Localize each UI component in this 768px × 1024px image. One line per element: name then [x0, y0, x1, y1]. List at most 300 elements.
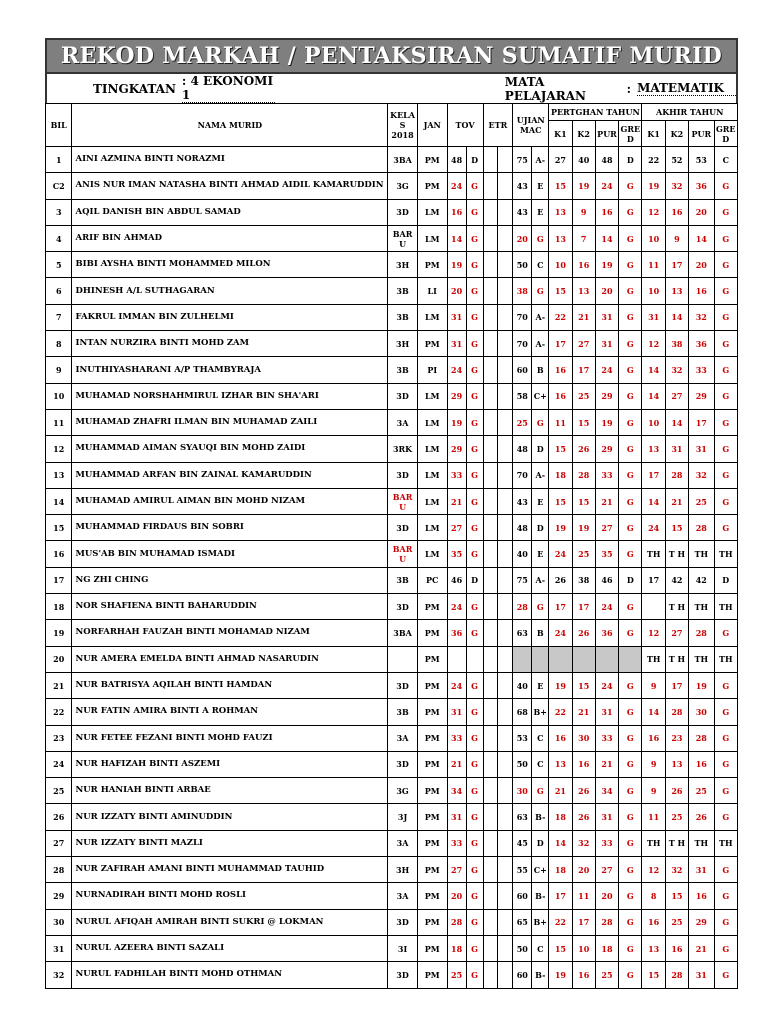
cell-etr-1: [483, 567, 498, 593]
cell-a-k2: 16: [665, 199, 688, 225]
cell-kelas: 3BA: [388, 620, 418, 646]
cell-tov: 35: [447, 541, 466, 567]
cell-tov-grade: G: [466, 672, 483, 698]
cell-a-pur: 31: [689, 436, 714, 462]
cell-etr-1: [483, 199, 498, 225]
table-row: [46, 804, 738, 830]
cell-a-k1: 24: [642, 515, 665, 541]
table-row: [46, 304, 738, 330]
cell-p-k1: 18: [549, 462, 572, 488]
cell-a-pur: TH: [689, 830, 714, 856]
cell-a-k1: 10: [642, 225, 665, 251]
cell-tov-grade: G: [466, 488, 483, 514]
cell-ujian: 43: [513, 488, 532, 514]
cell-tov: 27: [447, 857, 466, 883]
cell-etr-2: [498, 883, 513, 909]
cell-a-gred: G: [714, 515, 738, 541]
cell-p-pur: 14: [595, 225, 618, 251]
cell-tov-grade: G: [466, 331, 483, 357]
cell-a-pur: TH: [689, 646, 714, 672]
cell-p-gred: D: [619, 567, 642, 593]
table-row: [46, 462, 738, 488]
cell-ujian-grade: A-: [532, 331, 549, 357]
cell-p-pur: 46: [595, 567, 618, 593]
cell-a-k2: 17: [665, 672, 688, 698]
cell-p-k1: 10: [549, 252, 572, 278]
header-p-pur: PUR: [595, 121, 618, 147]
cell-etr-1: [483, 278, 498, 304]
cell-tov-grade: G: [466, 436, 483, 462]
cell-a-gred: G: [714, 383, 738, 409]
cell-a-k1: [642, 594, 665, 620]
cell-p-gred: G: [619, 515, 642, 541]
cell-p-k1: 22: [549, 699, 572, 725]
cell-a-k1: 9: [642, 672, 665, 698]
cell-p-k2: 27: [572, 331, 595, 357]
cell-p-pur: 27: [595, 857, 618, 883]
cell-jan: LM: [417, 304, 447, 330]
cell-bil: 12: [46, 436, 72, 462]
cell-a-k2: 25: [665, 909, 688, 935]
cell-bil: 5: [46, 252, 72, 278]
cell-tov: [447, 646, 466, 672]
header-etr: ETR: [483, 104, 513, 147]
cell-ujian-grade: C: [532, 252, 549, 278]
mata-pelajaran-sep: :: [626, 81, 632, 96]
cell-a-k1: 11: [642, 804, 665, 830]
cell-tov: 24: [447, 357, 466, 383]
cell-p-k1: 19: [549, 672, 572, 698]
cell-kelas: 3B: [388, 304, 418, 330]
cell-tov: 16: [447, 199, 466, 225]
table-row: [46, 278, 738, 304]
cell-a-gred: G: [714, 357, 738, 383]
cell-p-k2: 20: [572, 857, 595, 883]
cell-p-gred: G: [619, 278, 642, 304]
table-row: [46, 252, 738, 278]
cell-nama: NG ZHI CHING: [72, 567, 388, 593]
tingkatan-label: TINGKATAN: [93, 81, 176, 96]
cell-ujian-grade: G: [532, 225, 549, 251]
cell-nama: NURUL AZEERA BINTI SAZALI: [72, 935, 388, 961]
cell-etr-2: [498, 672, 513, 698]
cell-nama: INUTHIYASHARANI A/P THAMBYRAJA: [72, 357, 388, 383]
cell-tov: 31: [447, 804, 466, 830]
cell-etr-2: [498, 962, 513, 988]
cell-p-k2: 19: [572, 515, 595, 541]
cell-tov: 14: [447, 225, 466, 251]
cell-etr-1: [483, 515, 498, 541]
cell-p-pur: 31: [595, 331, 618, 357]
cell-jan: PM: [417, 883, 447, 909]
cell-tov: 31: [447, 304, 466, 330]
cell-p-k2: 17: [572, 357, 595, 383]
cell-ujian-grade: C+: [532, 383, 549, 409]
cell-p-gred: G: [619, 488, 642, 514]
cell-p-pur: 21: [595, 488, 618, 514]
cell-a-k1: 9: [642, 778, 665, 804]
cell-a-k1: 11: [642, 252, 665, 278]
cell-bil: 19: [46, 620, 72, 646]
cell-etr-2: [498, 436, 513, 462]
cell-ujian-grade: D: [532, 830, 549, 856]
cell-tov: 29: [447, 436, 466, 462]
cell-a-gred: D: [714, 567, 738, 593]
header-bil: BIL: [46, 104, 72, 147]
cell-p-pur: 24: [595, 672, 618, 698]
cell-tov: 21: [447, 751, 466, 777]
cell-nama: MUS'AB BIN MUHAMAD ISMADI: [72, 541, 388, 567]
cell-p-k2: [572, 646, 595, 672]
cell-a-k2: 25: [665, 804, 688, 830]
cell-tov: 20: [447, 278, 466, 304]
mata-pelajaran-value: MATEMATIK: [637, 81, 736, 96]
cell-ujian-grade: E: [532, 672, 549, 698]
cell-p-k1: 14: [549, 830, 572, 856]
cell-tov: 19: [447, 409, 466, 435]
cell-tov: 18: [447, 935, 466, 961]
cell-p-k1: 13: [549, 199, 572, 225]
cell-p-pur: 48: [595, 147, 618, 173]
cell-etr-1: [483, 147, 498, 173]
cell-p-k1: 13: [549, 225, 572, 251]
cell-jan: PM: [417, 935, 447, 961]
cell-tov: 46: [447, 567, 466, 593]
cell-ujian-grade: B+: [532, 699, 549, 725]
cell-a-pur: 16: [689, 751, 714, 777]
cell-kelas: 3D: [388, 672, 418, 698]
header-a-gred: GRE D: [714, 121, 738, 147]
cell-p-k2: 26: [572, 436, 595, 462]
cell-p-k1: 22: [549, 304, 572, 330]
cell-p-gred: G: [619, 804, 642, 830]
cell-nama: NURUL AFIQAH AMIRAH BINTI SUKRI @ LOKMAN: [72, 909, 388, 935]
cell-p-pur: 20: [595, 278, 618, 304]
cell-etr-1: [483, 962, 498, 988]
cell-p-pur: 36: [595, 620, 618, 646]
cell-etr-2: [498, 857, 513, 883]
cell-tov-grade: G: [466, 857, 483, 883]
cell-p-k1: 18: [549, 804, 572, 830]
cell-p-k2: 26: [572, 778, 595, 804]
cell-ujian: 43: [513, 199, 532, 225]
cell-p-gred: G: [619, 173, 642, 199]
cell-kelas: 3B: [388, 567, 418, 593]
cell-a-k2: 38: [665, 331, 688, 357]
cell-kelas: 3A: [388, 409, 418, 435]
cell-a-pur: 28: [689, 515, 714, 541]
cell-bil: 14: [46, 488, 72, 514]
cell-tov: 24: [447, 173, 466, 199]
cell-jan: PC: [417, 567, 447, 593]
cell-bil: 13: [46, 462, 72, 488]
cell-etr-1: [483, 778, 498, 804]
cell-jan: LM: [417, 383, 447, 409]
cell-a-k2: 42: [665, 567, 688, 593]
cell-jan: PM: [417, 857, 447, 883]
cell-tov: 31: [447, 699, 466, 725]
cell-p-pur: 24: [595, 357, 618, 383]
table-body: [46, 147, 738, 989]
cell-p-k1: 24: [549, 541, 572, 567]
cell-a-pur: 16: [689, 883, 714, 909]
cell-p-k2: 9: [572, 199, 595, 225]
cell-ujian-grade: G: [532, 778, 549, 804]
cell-a-gred: C: [714, 147, 738, 173]
cell-etr-2: [498, 199, 513, 225]
table-row: [46, 594, 738, 620]
cell-p-k1: 16: [549, 383, 572, 409]
cell-etr-1: [483, 383, 498, 409]
cell-etr-2: [498, 462, 513, 488]
table-row: [46, 778, 738, 804]
cell-a-pur: 30: [689, 699, 714, 725]
cell-etr-1: [483, 620, 498, 646]
cell-etr-2: [498, 725, 513, 751]
cell-a-k2: 52: [665, 147, 688, 173]
cell-p-k2: 16: [572, 751, 595, 777]
cell-tov: 24: [447, 672, 466, 698]
cell-a-gred: G: [714, 935, 738, 961]
cell-a-k1: 14: [642, 488, 665, 514]
cell-p-k2: 17: [572, 909, 595, 935]
cell-kelas: 3D: [388, 962, 418, 988]
cell-a-pur: TH: [689, 594, 714, 620]
cell-p-k1: 15: [549, 935, 572, 961]
cell-ujian: 50: [513, 751, 532, 777]
cell-tov: 33: [447, 830, 466, 856]
cell-ujian: 48: [513, 436, 532, 462]
cell-p-gred: G: [619, 909, 642, 935]
cell-jan: LM: [417, 541, 447, 567]
cell-p-gred: G: [619, 883, 642, 909]
cell-a-gred: TH: [714, 594, 738, 620]
cell-nama: NURNADIRAH BINTI MOHD ROSLI: [72, 883, 388, 909]
cell-p-pur: 29: [595, 436, 618, 462]
cell-p-pur: 31: [595, 699, 618, 725]
cell-p-k1: 24: [549, 620, 572, 646]
cell-etr-1: [483, 725, 498, 751]
cell-jan: LM: [417, 462, 447, 488]
cell-p-pur: 19: [595, 409, 618, 435]
cell-a-k2: 32: [665, 857, 688, 883]
header-a-pur: PUR: [689, 121, 714, 147]
cell-ujian-grade: D: [532, 436, 549, 462]
cell-p-gred: G: [619, 331, 642, 357]
cell-a-k2: 28: [665, 462, 688, 488]
cell-a-k1: 17: [642, 462, 665, 488]
cell-p-k1: 18: [549, 857, 572, 883]
cell-bil: 8: [46, 331, 72, 357]
cell-a-pur: 28: [689, 725, 714, 751]
cell-kelas: 3H: [388, 857, 418, 883]
header-kelas: KELA S 2018: [388, 104, 418, 147]
cell-nama: MUHAMMAD ARFAN BIN ZAINAL KAMARUDDIN: [72, 462, 388, 488]
cell-a-k2: 28: [665, 699, 688, 725]
cell-p-k2: 25: [572, 383, 595, 409]
cell-tov: 36: [447, 620, 466, 646]
cell-ujian: 43: [513, 173, 532, 199]
cell-tov-grade: G: [466, 935, 483, 961]
cell-a-k1: 22: [642, 147, 665, 173]
cell-etr-2: [498, 620, 513, 646]
cell-etr-2: [498, 383, 513, 409]
cell-ujian-grade: G: [532, 409, 549, 435]
cell-p-gred: G: [619, 830, 642, 856]
cell-p-k1: 13: [549, 751, 572, 777]
cell-bil: C2: [46, 173, 72, 199]
table-row: [46, 567, 738, 593]
table-row: [46, 225, 738, 251]
cell-p-k1: 15: [549, 436, 572, 462]
cell-etr-1: [483, 751, 498, 777]
cell-a-k2: 31: [665, 436, 688, 462]
cell-jan: LM: [417, 225, 447, 251]
cell-tov-grade: G: [466, 541, 483, 567]
cell-nama: NUR HANIAH BINTI ARBAE: [72, 778, 388, 804]
cell-a-k2: T H: [665, 646, 688, 672]
cell-p-k1: 21: [549, 778, 572, 804]
cell-ujian: 60: [513, 883, 532, 909]
cell-ujian-grade: B: [532, 620, 549, 646]
cell-nama: AINI AZMINA BINTI NORAZMI: [72, 147, 388, 173]
cell-a-k1: 16: [642, 725, 665, 751]
cell-tov-grade: D: [466, 147, 483, 173]
cell-nama: NUR BATRISYA AQILAH BINTI HAMDAN: [72, 672, 388, 698]
cell-p-pur: 18: [595, 935, 618, 961]
cell-etr-1: [483, 409, 498, 435]
cell-jan: LM: [417, 515, 447, 541]
cell-tov: 21: [447, 488, 466, 514]
cell-nama: NUR IZZATY BINTI MAZLI: [72, 830, 388, 856]
cell-ujian: 70: [513, 304, 532, 330]
cell-tov-grade: G: [466, 252, 483, 278]
cell-tov-grade: G: [466, 778, 483, 804]
cell-etr-1: [483, 225, 498, 251]
cell-a-pur: 29: [689, 909, 714, 935]
cell-a-k1: 19: [642, 173, 665, 199]
header-akhir: AKHIR TAHUN: [642, 104, 738, 121]
cell-etr-1: [483, 830, 498, 856]
cell-a-gred: G: [714, 804, 738, 830]
cell-bil: 29: [46, 883, 72, 909]
cell-kelas: 3J: [388, 804, 418, 830]
cell-a-pur: 42: [689, 567, 714, 593]
cell-p-k1: 15: [549, 173, 572, 199]
cell-p-gred: G: [619, 436, 642, 462]
cell-a-k1: 9: [642, 751, 665, 777]
cell-p-gred: G: [619, 620, 642, 646]
mata-pelajaran-label: MATA PELAJARAN: [504, 74, 586, 103]
cell-tov: 29: [447, 383, 466, 409]
cell-a-pur: 16: [689, 278, 714, 304]
cell-jan: PM: [417, 594, 447, 620]
header-p-k1: K1: [549, 121, 572, 147]
cell-p-k2: 26: [572, 804, 595, 830]
cell-kelas: [388, 646, 418, 672]
cell-ujian: 75: [513, 567, 532, 593]
cell-etr-2: [498, 646, 513, 672]
cell-p-k2: 15: [572, 672, 595, 698]
cell-p-pur: 35: [595, 541, 618, 567]
cell-a-pur: 33: [689, 357, 714, 383]
cell-a-pur: 25: [689, 778, 714, 804]
cell-jan: PM: [417, 804, 447, 830]
cell-tov: 34: [447, 778, 466, 804]
table-row: [46, 620, 738, 646]
cell-bil: 27: [46, 830, 72, 856]
cell-a-k1: 12: [642, 199, 665, 225]
cell-a-pur: 21: [689, 935, 714, 961]
cell-a-gred: G: [714, 751, 738, 777]
cell-a-k2: 15: [665, 515, 688, 541]
cell-tov: 24: [447, 594, 466, 620]
cell-kelas: 3I: [388, 935, 418, 961]
cell-ujian: 70: [513, 462, 532, 488]
cell-etr-1: [483, 646, 498, 672]
cell-nama: NUR HAFIZAH BINTI ASZEMI: [72, 751, 388, 777]
cell-p-k2: 16: [572, 962, 595, 988]
cell-kelas: 3H: [388, 252, 418, 278]
cell-p-k2: 19: [572, 173, 595, 199]
cell-etr-2: [498, 331, 513, 357]
cell-jan: PM: [417, 331, 447, 357]
cell-bil: 10: [46, 383, 72, 409]
cell-ujian-grade: C: [532, 725, 549, 751]
cell-p-k1: 26: [549, 567, 572, 593]
cell-a-k1: 12: [642, 857, 665, 883]
cell-ujian: 55: [513, 857, 532, 883]
cell-ujian: [513, 646, 532, 672]
cell-a-pur: 36: [689, 331, 714, 357]
cell-bil: 9: [46, 357, 72, 383]
header-a-k1: K1: [642, 121, 665, 147]
cell-a-gred: G: [714, 778, 738, 804]
cell-a-pur: 26: [689, 804, 714, 830]
cell-etr-2: [498, 173, 513, 199]
cell-p-k1: [549, 646, 572, 672]
cell-etr-2: [498, 252, 513, 278]
cell-bil: 24: [46, 751, 72, 777]
table-row: [46, 909, 738, 935]
cell-jan: PM: [417, 672, 447, 698]
cell-jan: PM: [417, 699, 447, 725]
table-row: [46, 672, 738, 698]
cell-a-k2: 21: [665, 488, 688, 514]
cell-a-k2: 14: [665, 304, 688, 330]
cell-p-gred: G: [619, 199, 642, 225]
cell-a-pur: 32: [689, 462, 714, 488]
cell-ujian: 63: [513, 804, 532, 830]
cell-etr-2: [498, 935, 513, 961]
cell-p-pur: 21: [595, 751, 618, 777]
table-row: [46, 699, 738, 725]
cell-etr-1: [483, 857, 498, 883]
cell-a-k2: 14: [665, 409, 688, 435]
cell-ujian-grade: A-: [532, 147, 549, 173]
cell-tov-grade: G: [466, 383, 483, 409]
cell-kelas: 3RK: [388, 436, 418, 462]
cell-ujian-grade: [532, 646, 549, 672]
cell-nama: NURUL FADHILAH BINTI MOHD OTHMAN: [72, 962, 388, 988]
cell-p-k2: 15: [572, 488, 595, 514]
cell-ujian: 45: [513, 830, 532, 856]
cell-a-k1: TH: [642, 541, 665, 567]
cell-ujian-grade: G: [532, 594, 549, 620]
cell-p-k2: 17: [572, 594, 595, 620]
cell-kelas: 3A: [388, 725, 418, 751]
cell-tov: 25: [447, 962, 466, 988]
